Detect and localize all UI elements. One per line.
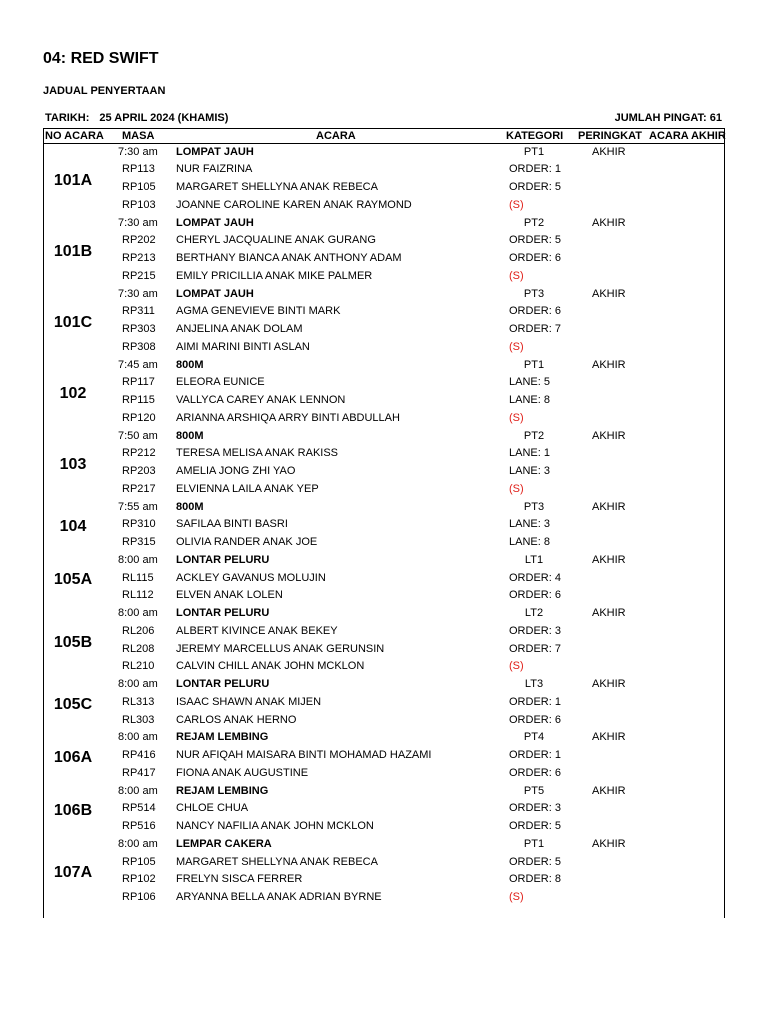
athlete-code: RP217 xyxy=(122,482,156,495)
event-number: 106B xyxy=(53,802,93,820)
event-level: AKHIR xyxy=(592,784,626,797)
event-level: AKHIR xyxy=(592,429,626,442)
date-value: 25 APRIL 2024 (KHAMIS) xyxy=(99,112,229,124)
event-name: LOMPAT JAUH xyxy=(176,145,254,158)
athlete-code: RP113 xyxy=(122,163,155,176)
athlete-code: RL208 xyxy=(122,642,155,655)
event-category: LT2 xyxy=(524,607,544,619)
athlete-name: AIMI MARINI BINTI ASLAN xyxy=(176,340,310,353)
athlete-name: CHLOE CHUA xyxy=(176,802,249,815)
event-name: LONTAR PELURU xyxy=(176,607,270,619)
athlete-position: ORDER: 8 xyxy=(509,873,561,886)
athlete-name: JEREMY MARCELLUS ANAK GERUNSIN xyxy=(176,642,385,655)
event-category: PT3 xyxy=(523,500,545,513)
date-header-row xyxy=(45,112,722,126)
athlete-position: (S) xyxy=(509,340,524,353)
event-level: AKHIR xyxy=(592,553,626,566)
event-category: LT1 xyxy=(524,553,544,566)
event-category: PT2 xyxy=(523,429,545,442)
event-time: 8:00 am xyxy=(118,553,158,566)
athlete-code: RL303 xyxy=(122,713,155,726)
athlete-position: ORDER: 7 xyxy=(509,642,561,655)
athlete-position: (S) xyxy=(509,482,524,495)
athlete-position: LANE: 3 xyxy=(509,465,550,477)
column-header-row xyxy=(44,128,724,144)
event-time: 8:00 am xyxy=(118,837,158,850)
athlete-name: OLIVIA RANDER ANAK JOE xyxy=(176,536,318,548)
athlete-position: ORDER: 5 xyxy=(509,820,561,832)
athlete-code: RL313 xyxy=(122,695,155,708)
athlete-name: MARGARET SHELLYNA ANAK REBECA xyxy=(176,181,378,193)
event-level: AKHIR xyxy=(592,145,626,158)
athlete-position: ORDER: 4 xyxy=(509,571,561,584)
event-name: LOMPAT JAUH xyxy=(176,216,254,229)
athlete-code: RP213 xyxy=(122,252,156,264)
athlete-name: ACKLEY GAVANUS MOLUJIN xyxy=(176,571,326,584)
athlete-name: VALLYCA CAREY ANAK LENNON xyxy=(176,394,346,406)
athlete-name: CARLOS ANAK HERNO xyxy=(176,713,297,726)
athlete-code: RP514 xyxy=(122,802,156,815)
athlete-code: RL206 xyxy=(122,624,155,637)
athlete-name: CHERYL JACQUALINE ANAK GURANG xyxy=(176,234,376,247)
col-acara: ACARA xyxy=(316,130,356,142)
event-category: PT5 xyxy=(523,784,545,797)
athlete-name: NUR FAIZRINA xyxy=(176,163,253,176)
date-label: TARIKH: xyxy=(45,112,90,124)
athlete-position: (S) xyxy=(509,269,524,282)
event-level: AKHIR xyxy=(592,607,626,619)
athlete-position: ORDER: 1 xyxy=(509,749,561,761)
event-category: PT4 xyxy=(523,731,545,744)
event-category: PT1 xyxy=(523,837,545,850)
event-time: 8:00 am xyxy=(118,784,158,797)
athlete-position: ORDER: 6 xyxy=(509,713,561,726)
athlete-code: RP120 xyxy=(122,411,156,424)
athlete-position: ORDER: 6 xyxy=(509,766,561,779)
athlete-position: ORDER: 5 xyxy=(509,181,561,193)
athlete-name: CALVIN CHILL ANAK JOHN MCKLON xyxy=(176,660,365,673)
athlete-position: (S) xyxy=(509,660,524,673)
event-name: 800M xyxy=(176,358,204,371)
athlete-code: RL210 xyxy=(122,660,155,673)
athlete-position: ORDER: 5 xyxy=(509,234,561,247)
athlete-position: LANE: 3 xyxy=(509,518,550,531)
event-category: PT1 xyxy=(523,145,545,158)
athlete-position: ORDER: 6 xyxy=(509,252,561,264)
event-category: LT3 xyxy=(524,678,544,690)
athlete-name: ISAAC SHAWN ANAK MIJEN xyxy=(176,695,322,708)
athlete-name: EMILY PRICILLIA ANAK MIKE PALMER xyxy=(176,269,373,282)
event-number: 101C xyxy=(53,314,93,331)
event-number: 101A xyxy=(53,172,93,189)
event-name: LEMPAR CAKERA xyxy=(176,837,272,850)
athlete-code: RP215 xyxy=(122,269,156,282)
event-name: LOMPAT JAUH xyxy=(176,287,254,300)
event-number: 107A xyxy=(53,864,93,882)
athlete-code: RP202 xyxy=(122,234,156,247)
athlete-position: ORDER: 1 xyxy=(509,163,561,176)
athlete-position: ORDER: 3 xyxy=(509,802,561,815)
event-number: 105A xyxy=(53,571,93,589)
athlete-code: RP106 xyxy=(122,891,156,903)
event-name: LONTAR PELURU xyxy=(176,678,270,690)
event-level: AKHIR xyxy=(592,216,626,229)
athlete-position: LANE: 1 xyxy=(509,447,550,460)
athlete-code: RP102 xyxy=(122,873,156,886)
col-kategori: KATEGORI xyxy=(506,130,564,142)
athlete-code: RP310 xyxy=(122,518,156,531)
athlete-code: RP315 xyxy=(122,536,156,548)
athlete-position: (S) xyxy=(509,198,524,211)
event-level: AKHIR xyxy=(592,678,626,690)
athlete-position: ORDER: 7 xyxy=(509,323,561,335)
event-number: 105C xyxy=(53,695,93,713)
event-level: AKHIR xyxy=(592,358,626,371)
event-time: 8:00 am xyxy=(118,731,158,744)
event-number: 106A xyxy=(53,748,93,766)
athlete-name: ARIANNA ARSHIQA ARRY BINTI ABDULLAH xyxy=(176,411,400,424)
event-level: AKHIR xyxy=(592,500,626,513)
athlete-code: RP311 xyxy=(122,305,155,318)
athlete-position: ORDER: 1 xyxy=(509,695,561,708)
event-number: 101B xyxy=(53,243,93,260)
athlete-name: ELVIENNA LAILA ANAK YEP xyxy=(176,482,319,495)
event-category: PT2 xyxy=(523,216,545,229)
athlete-name: NUR AFIQAH MAISARA BINTI MOHAMAD HAZAMI xyxy=(176,749,432,761)
event-number: 103 xyxy=(59,456,87,473)
athlete-name: TERESA MELISA ANAK RAKISS xyxy=(176,447,339,460)
athlete-code: RP212 xyxy=(122,447,156,460)
event-time: 8:00 am xyxy=(118,607,158,619)
event-category: PT3 xyxy=(523,287,545,300)
date-block xyxy=(45,112,228,124)
athlete-position: ORDER: 3 xyxy=(509,624,561,637)
event-number: 105B xyxy=(53,633,93,651)
athlete-name: AMELIA JONG ZHI YAO xyxy=(176,465,296,477)
col-peringkat: PERINGKAT xyxy=(578,130,642,142)
event-time: 7:50 am xyxy=(118,429,158,442)
col-no-acara: NO ACARA xyxy=(45,130,104,142)
col-masa: MASA xyxy=(122,130,155,142)
athlete-code: RP105 xyxy=(122,181,156,193)
event-level: AKHIR xyxy=(592,287,626,300)
event-time: 7:30 am xyxy=(118,145,158,158)
athlete-code: RP308 xyxy=(122,340,156,353)
event-name: 800M xyxy=(176,500,204,513)
event-time: 8:00 am xyxy=(118,678,158,690)
athlete-name: BERTHANY BIANCA ANAK ANTHONY ADAM xyxy=(176,252,402,264)
athlete-name: ELEORA EUNICE xyxy=(176,376,265,389)
athlete-code: RL115 xyxy=(122,571,154,584)
athlete-position: (S) xyxy=(509,411,524,424)
athlete-position: LANE: 8 xyxy=(509,394,550,406)
athlete-code: RP417 xyxy=(122,766,156,779)
schedule-table xyxy=(43,128,725,918)
event-time: 7:55 am xyxy=(118,500,158,513)
event-number: 102 xyxy=(59,385,87,402)
page-title: 04: RED SWIFT xyxy=(43,50,159,67)
event-name: LONTAR PELURU xyxy=(176,553,270,566)
page-subtitle: JADUAL PENYERTAAN xyxy=(43,85,166,97)
athlete-name: FRELYN SISCA FERRER xyxy=(176,873,303,886)
athlete-position: LANE: 5 xyxy=(509,376,550,389)
athlete-code: RP115 xyxy=(122,394,155,406)
event-name: REJAM LEMBING xyxy=(176,784,269,797)
medal-count: JUMLAH PINGAT: 61 xyxy=(614,112,722,124)
athlete-name: NANCY NAFILIA ANAK JOHN MCKLON xyxy=(176,820,374,832)
athlete-code: RP416 xyxy=(122,749,156,761)
event-level: AKHIR xyxy=(592,731,626,744)
athlete-code: RP203 xyxy=(122,465,156,477)
event-name: REJAM LEMBING xyxy=(176,731,269,744)
athlete-name: ELVEN ANAK LOLEN xyxy=(176,589,283,602)
event-name: 800M xyxy=(176,429,204,442)
event-category: PT1 xyxy=(523,358,545,371)
athlete-code: RP117 xyxy=(122,376,155,389)
athlete-code: RL112 xyxy=(122,589,154,602)
event-number: 104 xyxy=(59,518,87,536)
athlete-code: RP516 xyxy=(122,820,156,832)
athlete-code: RP303 xyxy=(122,323,156,335)
athlete-position: ORDER: 6 xyxy=(509,305,561,318)
event-level: AKHIR xyxy=(592,837,626,850)
event-time: 7:45 am xyxy=(118,358,158,371)
athlete-name: AGMA GENEVIEVE BINTI MARK xyxy=(176,305,341,318)
athlete-code: RP103 xyxy=(122,198,156,211)
athlete-position: ORDER: 5 xyxy=(509,855,561,868)
athlete-name: ALBERT KIVINCE ANAK BEKEY xyxy=(176,624,338,637)
athlete-name: ARYANNA BELLA ANAK ADRIAN BYRNE xyxy=(176,891,382,903)
athlete-name: ANJELINA ANAK DOLAM xyxy=(176,323,303,335)
athlete-position: LANE: 8 xyxy=(509,536,550,548)
athlete-name: JOANNE CAROLINE KAREN ANAK RAYMOND xyxy=(176,198,412,211)
athlete-position: (S) xyxy=(509,891,524,903)
athlete-name: MARGARET SHELLYNA ANAK REBECA xyxy=(176,855,378,868)
athlete-code: RP105 xyxy=(122,855,156,868)
col-acara-akhir: ACARA AKHIR xyxy=(649,130,726,142)
event-time: 7:30 am xyxy=(118,216,158,229)
athlete-name: SAFILAA BINTI BASRI xyxy=(176,518,288,531)
athlete-name: FIONA ANAK AUGUSTINE xyxy=(176,766,309,779)
event-time: 7:30 am xyxy=(118,287,158,300)
athlete-position: ORDER: 6 xyxy=(509,589,561,602)
